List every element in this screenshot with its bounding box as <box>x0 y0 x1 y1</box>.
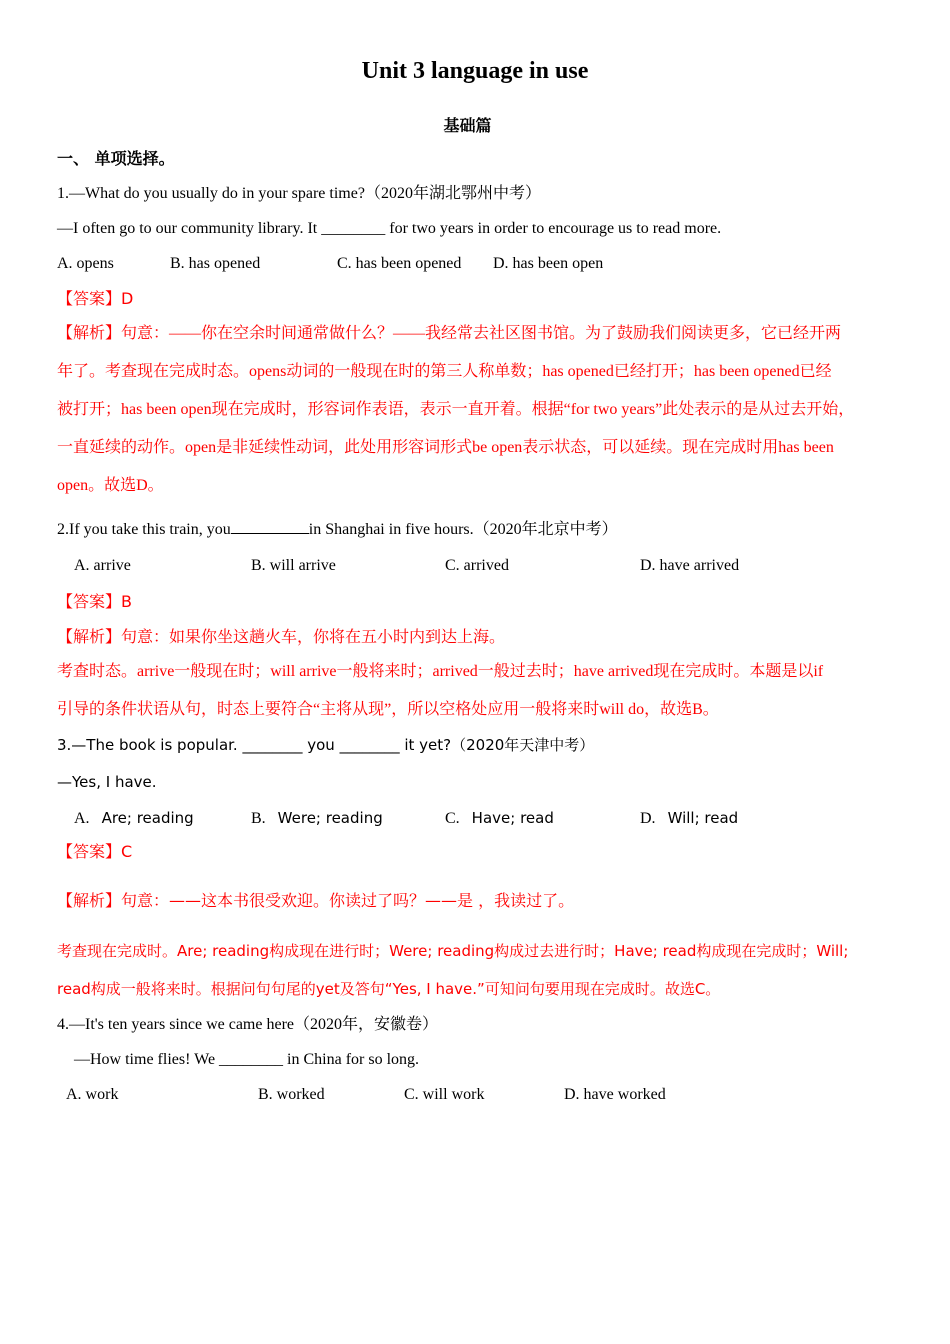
analysis-line: 年了。考查现在完成时态。opens动词的一般现在时的第三人称单数；has opened已经打开；has been opened已经 <box>57 363 832 380</box>
option-c <box>445 807 554 830</box>
option-a <box>74 807 194 830</box>
analysis-line: open。故选D。 <box>57 477 164 494</box>
option-letter: B. <box>251 810 266 827</box>
analysis-line: read构成一般将来时。根据问句句尾的yet及答句“Yes, I have.”可知问句要用现在完成时。故选C。 <box>57 980 721 998</box>
option-d <box>640 807 738 830</box>
analysis-line: 【解析】句意：——你在空余时间通常做什么？——我经常去社区图书馆。为了鼓励我们阅读更多，它已经开两 <box>57 325 842 342</box>
answer: 【答案】D <box>57 289 134 308</box>
analysis-line: 一直延续的动作。open是非延续性动词，此处用形容词形式be open表示状态，可以延续。现在完成时用has been <box>57 439 834 456</box>
option-a: A. opens <box>57 255 114 272</box>
question-stem: 1.—What do you usually do in your spare time?（2020年湖北鄂州中考） <box>57 185 541 202</box>
option-d: D. has been open <box>493 255 604 272</box>
option-letter: C. <box>445 810 460 827</box>
answer-blank <box>231 519 309 534</box>
question-stem <box>57 519 618 541</box>
option-b: B. has opened <box>170 255 261 272</box>
question-line: —I often go to our community library. It ________ for two years in order to encourage us to read more. <box>57 220 722 237</box>
section-heading: 一、 单项选择。 <box>57 149 175 168</box>
question-line: —How time flies! We ________ in China for so long. <box>74 1051 420 1068</box>
option-b: B. worked <box>258 1086 325 1103</box>
analysis-line: 考查时态。arrive一般现在时；will arrive一般将来时；arrived一般过去时；have arrived现在完成时。本题是以if <box>57 663 824 680</box>
question-stem: 3.—The book is popular. ________ you ________ it yet?（2020年天津中考） <box>57 736 595 754</box>
analysis-line: 【解析】句意：如果你坐这趟火车，你将在五小时内到达上海。 <box>57 627 506 646</box>
analysis-line: 考查现在完成时。Are; reading构成现在进行时；Were; reading构成过去进行时；Have; read构成现在完成时；Will; <box>57 942 849 960</box>
option-text: Are; reading <box>101 809 194 827</box>
option-b <box>251 807 383 830</box>
option-d: D. have worked <box>564 1086 666 1103</box>
option-a: A. work <box>66 1086 119 1103</box>
stem-before: 2.If you take this train, you <box>57 521 231 538</box>
option-c: C. arrived <box>445 557 509 574</box>
section-subtitle: 基础篇 <box>443 116 492 135</box>
option-c: C. will work <box>404 1086 485 1103</box>
option-d: D. have arrived <box>640 557 740 574</box>
option-c: C. has been opened <box>337 255 462 272</box>
analysis-line: 引导的条件状语从句，时态上要符合“主将从现”，所以空格处应用一般将来时will do，故选B。 <box>57 701 719 718</box>
option-text: Have; read <box>471 809 554 827</box>
stem-after: in Shanghai in five hours.（2020年北京中考） <box>308 521 618 538</box>
answer: 【答案】B <box>57 592 132 611</box>
analysis-line: 【解析】句意：——这本书很受欢迎。你读过了吗？——是 ，我读过了。 <box>57 891 575 910</box>
question-line: —Yes, I have. <box>57 773 157 791</box>
question-stem: 4.—It's ten years since we came here（2020年，安徽卷） <box>57 1016 439 1033</box>
answer: 【答案】C <box>57 842 133 861</box>
option-text: Were; reading <box>277 809 383 827</box>
option-letter: A. <box>74 810 90 827</box>
analysis-line: 被打开；has been open现在完成时，形容词作表语，表示一直开着。根据“for two years”此处表示的是从过去开始， <box>57 401 855 418</box>
option-b: B. will arrive <box>251 557 336 574</box>
option-a: A. arrive <box>74 557 131 574</box>
option-letter: D. <box>640 810 656 827</box>
option-text: Will; read <box>667 809 739 827</box>
page-title: Unit 3 language in use <box>361 58 589 84</box>
